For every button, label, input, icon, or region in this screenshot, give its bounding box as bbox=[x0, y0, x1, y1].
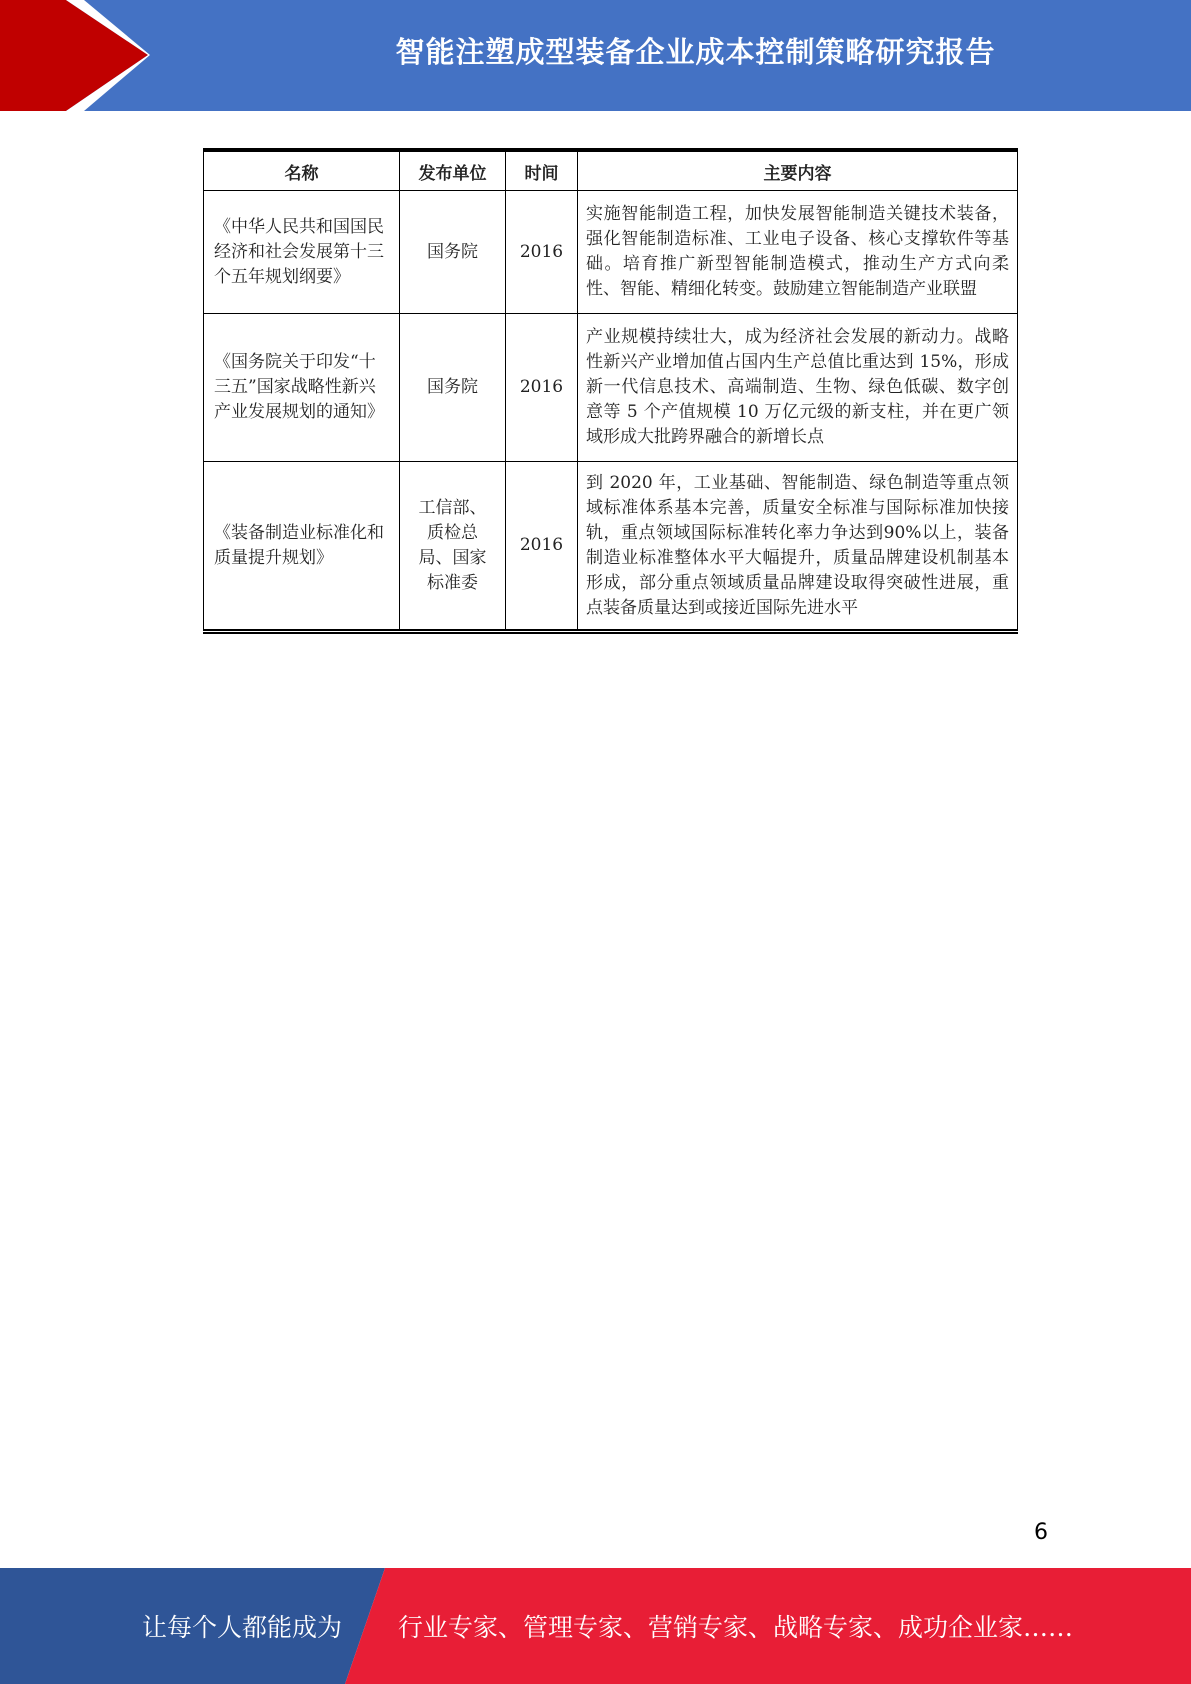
report-title: 智能注塑成型装备企业成本控制策略研究报告 bbox=[395, 34, 996, 69]
header-year: 时间 bbox=[506, 150, 578, 191]
policy-issuer: 国务院 bbox=[400, 314, 506, 462]
table-header-row bbox=[204, 150, 1018, 191]
policy-content: 产业规模持续壮大，成为经济社会发展的新动力。战略性新兴产业增加值占国内生产总值比重达到 15%，形成新一代信息技术、高端制造、生物、绿色低碳、数字创意等 5 个产值规模 10 万亿元级的新支柱，并在更广领域形成大批跨界融合的新增长点 bbox=[578, 314, 1018, 462]
header-name: 名称 bbox=[204, 150, 400, 191]
policy-content: 实施智能制造工程，加快发展智能制造关键技术装备，强化智能制造标准、工业电子设备、核心支撑软件等基础。培育推广新型智能制造模式，推动生产方式向柔性、智能、精细化转变。鼓励建立智能制造产业联盟 bbox=[578, 191, 1018, 314]
policy-name: 《国务院关于印发“十三五”国家战略性新兴产业发展规划的通知》 bbox=[204, 314, 400, 462]
table-row bbox=[204, 462, 1018, 632]
policy-year: 2016 bbox=[506, 462, 578, 632]
policy-content: 到 2020 年，工业基础、智能制造、绿色制造等重点领域标准体系基本完善，质量安全标准与国际标准加快接轨，重点领域国际标准转化率力争达到90%以上，装备制造业标准整体水平大幅提升，质量品牌建设机制基本形成，部分重点领域质量品牌建设取得突破性进展，重点装备质量达到或接近国际先进水平 bbox=[578, 462, 1018, 632]
page-footer bbox=[0, 1568, 1191, 1684]
policy-name: 《装备制造业标准化和质量提升规划》 bbox=[204, 462, 400, 632]
page-number: 6 bbox=[1034, 1520, 1048, 1545]
table-row bbox=[204, 191, 1018, 314]
policy-year: 2016 bbox=[506, 191, 578, 314]
footer-slogan-right: 行业专家、管理专家、营销专家、战略专家、成功企业家…… bbox=[398, 1613, 1074, 1642]
header-content: 主要内容 bbox=[578, 150, 1018, 191]
policy-issuer: 国务院 bbox=[400, 191, 506, 314]
policy-name: 《中华人民共和国国民经济和社会发展第十三个五年规划纲要》 bbox=[204, 191, 400, 314]
table-row bbox=[204, 314, 1018, 462]
policy-issuer: 工信部、质检总局、国家标准委 bbox=[400, 462, 506, 632]
footer-slogan-left: 让每个人都能成为 bbox=[142, 1613, 343, 1642]
header-issuer: 发布单位 bbox=[400, 150, 506, 191]
policy-table bbox=[203, 148, 1018, 634]
page-header bbox=[0, 0, 1191, 111]
header-chevron-decoration bbox=[0, 0, 160, 111]
policy-year: 2016 bbox=[506, 314, 578, 462]
